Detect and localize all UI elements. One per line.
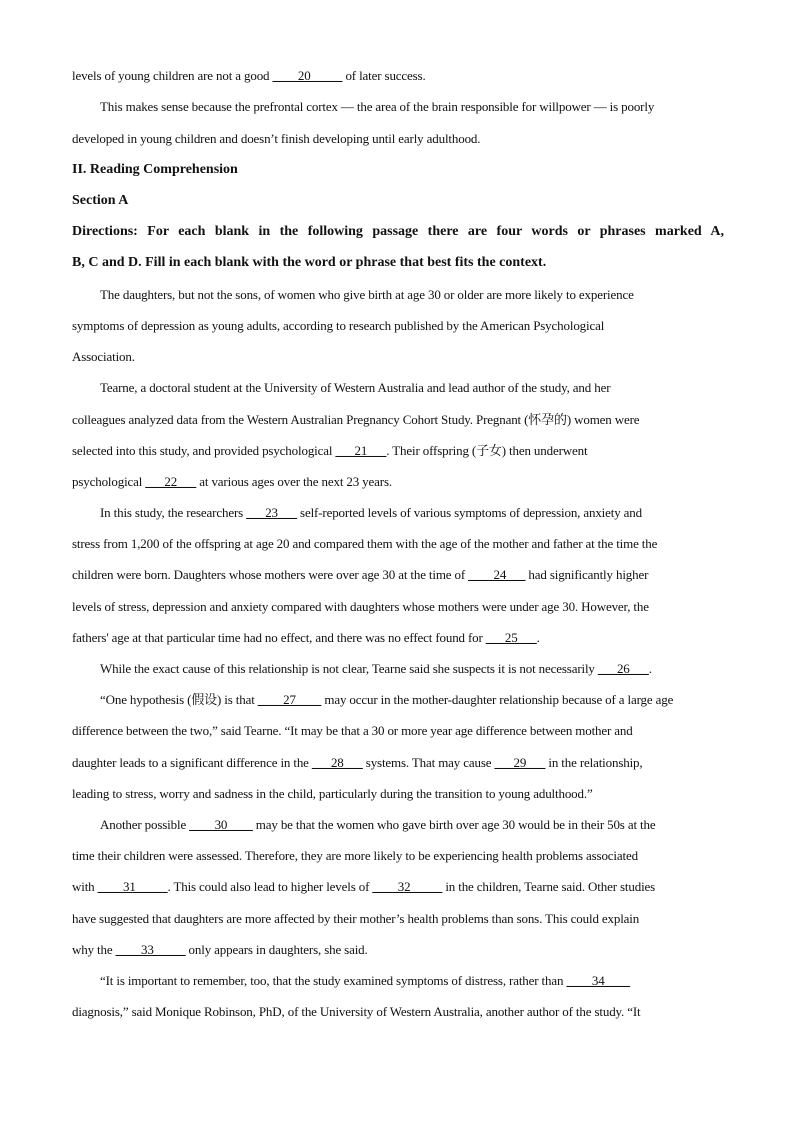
text-line: colleagues analyzed data from the Western Australian Pregnancy Cohort Study. Pregnant (怀孕的) women were bbox=[72, 412, 640, 427]
answer-blank-20[interactable]: ____20_____ bbox=[272, 68, 343, 83]
text-line: “One hypothesis (假设) is that ____27____ may occur in the mother-daughter relationship because of a large age bbox=[100, 692, 674, 707]
text-line: Tearne, a doctoral student at the University of Western Australia and lead author of the study, and her bbox=[100, 380, 611, 395]
answer-blank-22[interactable]: ___22___ bbox=[145, 474, 197, 489]
answer-blank-27[interactable]: ____27____ bbox=[257, 692, 322, 707]
answer-blank-24[interactable]: ____24___ bbox=[468, 567, 526, 582]
text-line: selected into this study, and provided psychological ___21___. Their offspring (子女) then underwent bbox=[72, 443, 588, 458]
section-heading: II. Reading Comprehension bbox=[72, 162, 238, 177]
text-line: In this study, the researchers ___23___ self-reported levels of various symptoms of depression, anxiety and bbox=[100, 505, 643, 520]
text-line: difference between the two,” said Tearne. “It may be that a 30 or more year age difference between mother and bbox=[72, 723, 633, 738]
answer-blank-23[interactable]: ___23___ bbox=[246, 505, 297, 520]
answer-blank-30[interactable]: ____30____ bbox=[189, 817, 253, 832]
text-line: why the ____33_____ only appears in daughters, she said. bbox=[72, 942, 368, 957]
text-line: have suggested that daughters are more affected by their mother’s health problems than sons. This could explain bbox=[72, 911, 640, 926]
directions-text: Directions: For each blank in the following passage there are four words or phrases marked A, bbox=[72, 224, 724, 239]
text-line: fathers' age at that particular time had no effect, and there was no effect found for ___25___. bbox=[72, 630, 540, 645]
directions-text: B, C and D. Fill in each blank with the word or phrase that best fits the context. bbox=[72, 255, 547, 270]
answer-blank-26[interactable]: ___26___ bbox=[597, 661, 649, 676]
answer-blank-32[interactable]: ____32_____ bbox=[372, 879, 443, 894]
answer-blank-31[interactable]: ____31_____ bbox=[97, 879, 168, 894]
text-line: leading to stress, worry and sadness in the child, particularly during the transition to young adulthood.” bbox=[72, 786, 593, 801]
section-subheading: Section A bbox=[72, 193, 129, 208]
text-line: with ____31_____. This could also lead to higher levels of ____32_____ in the children, Tearne said. Other studies bbox=[72, 879, 656, 894]
text-line: children were born. Daughters whose mothers were over age 30 at the time of ____24___ had significantly higher bbox=[72, 567, 649, 582]
text-line: levels of stress, depression and anxiety compared with daughters whose mothers were under age 30. However, the bbox=[72, 599, 649, 614]
text-line: diagnosis,” said Monique Robinson, PhD, of the University of Western Australia, another author of the study. “It bbox=[72, 1004, 641, 1019]
text-line: “It is important to remember, too, that the study examined symptoms of distress, rather than ____34____ bbox=[100, 973, 630, 988]
answer-blank-33[interactable]: ____33_____ bbox=[115, 942, 186, 957]
answer-blank-34[interactable]: ____34____ bbox=[566, 973, 630, 988]
text-line: levels of young children are not a good ____20_____ of later success. bbox=[72, 68, 426, 83]
text-line: psychological ___22___ at various ages over the next 23 years. bbox=[72, 474, 392, 489]
text-line: time their children were assessed. Therefore, they are more likely to be experiencing health problems associated bbox=[72, 848, 638, 863]
text-line: developed in young children and doesn’t finish developing until early adulthood. bbox=[72, 131, 481, 146]
answer-blank-21[interactable]: ___21___ bbox=[335, 443, 387, 458]
text-line: symptoms of depression as young adults, according to research published by the American Psychological bbox=[72, 318, 605, 333]
answer-blank-28[interactable]: ___28___ bbox=[311, 755, 363, 770]
text-line: Association. bbox=[72, 349, 135, 364]
answer-blank-25[interactable]: ___25___ bbox=[485, 630, 537, 645]
text-line: While the exact cause of this relationship is not clear, Tearne said she suspects it is not necessarily ___26___. bbox=[100, 661, 652, 676]
text-line: stress from 1,200 of the offspring at age 20 and compared them with the age of the mother and father at the time the bbox=[72, 536, 658, 551]
text-line: daughter leads to a significant difference in the ___28___ systems. That may cause ___29___ in the relationship, bbox=[72, 755, 643, 770]
text-line: The daughters, but not the sons, of women who give birth at age 30 or older are more likely to experience bbox=[100, 287, 634, 302]
text-line: This makes sense because the prefrontal cortex — the area of the brain responsible for willpower — is poorly bbox=[100, 99, 655, 114]
answer-blank-29[interactable]: ___29___ bbox=[494, 755, 546, 770]
text-line: Another possible ____30____ may be that the women who gave birth over age 30 would be in their 50s at the bbox=[100, 817, 656, 832]
